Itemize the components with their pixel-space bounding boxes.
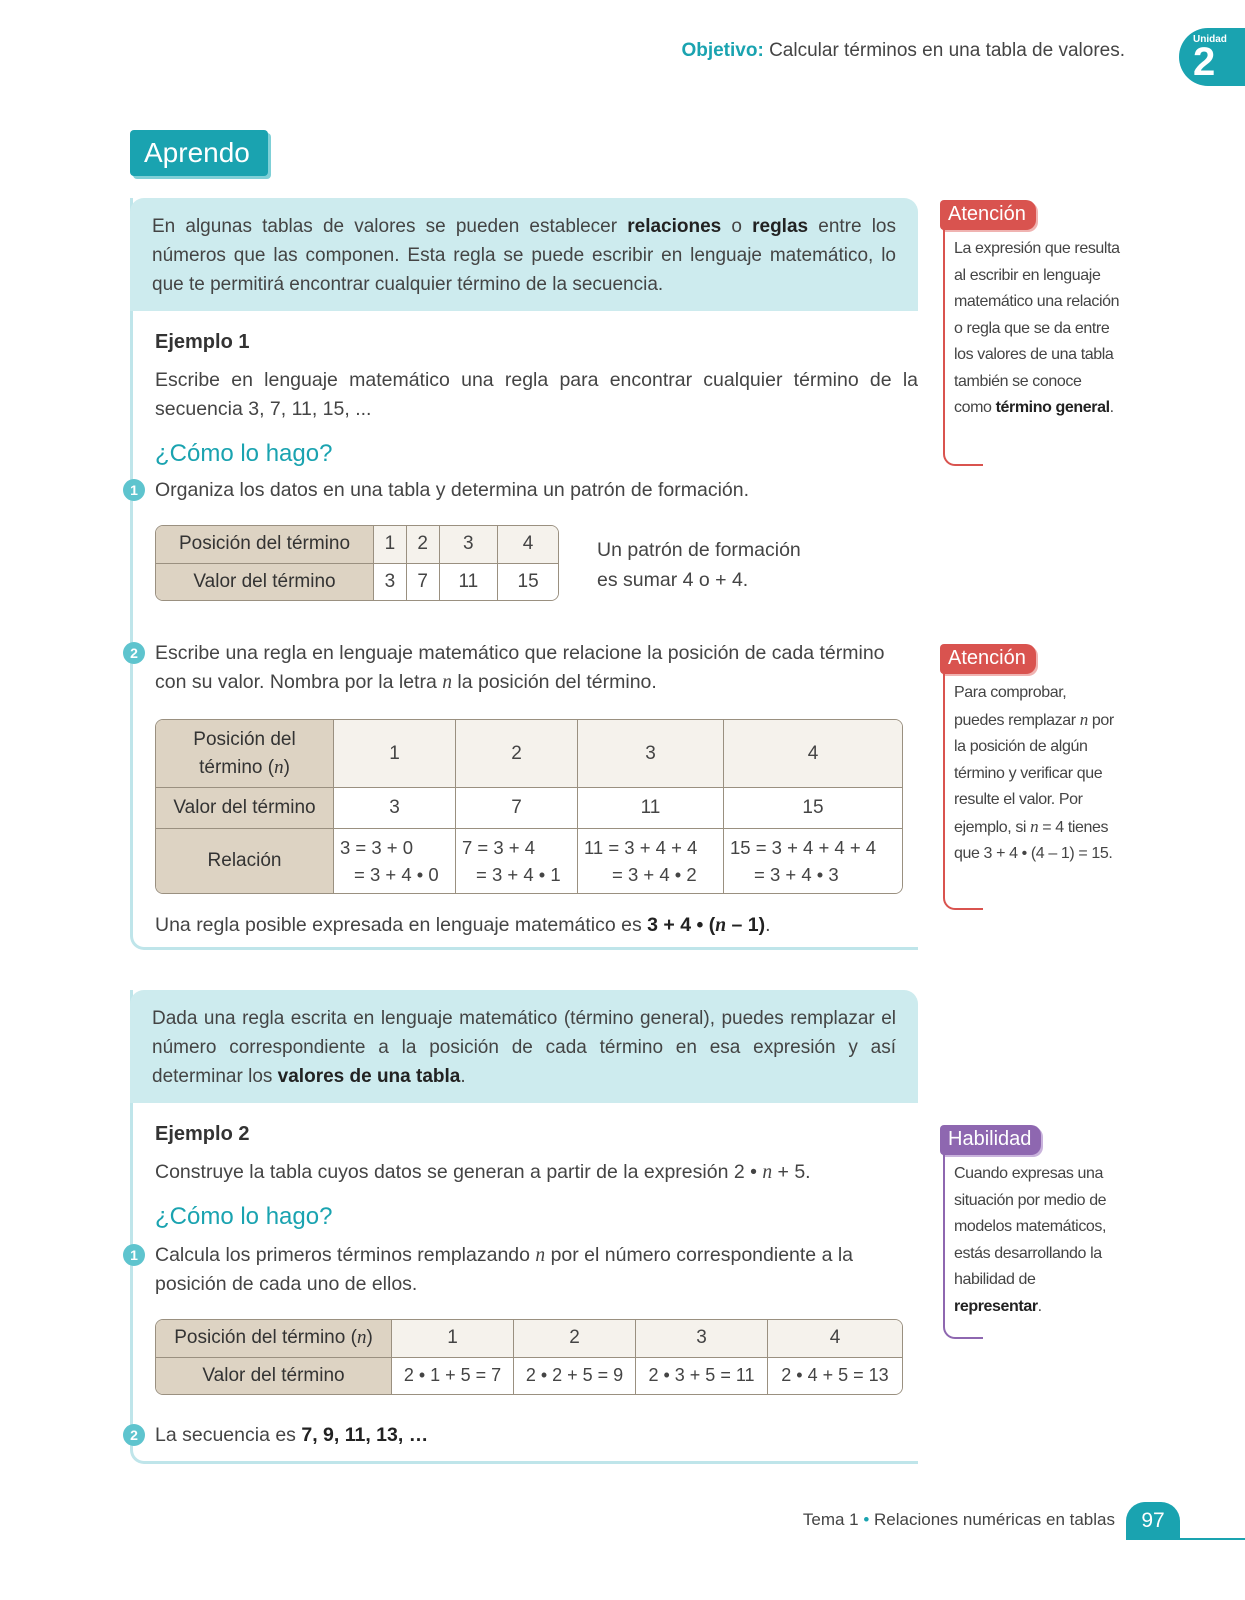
table-cell: 1 <box>392 1320 514 1358</box>
unit-number: 2 <box>1193 40 1216 84</box>
step-text: La secuencia es <box>155 1424 302 1446</box>
variable-n: n <box>715 915 727 936</box>
step-text: Calcula los primeros términos remplazando <box>155 1244 536 1266</box>
example-text: Escribe en lenguaje matemático una regla para encontrar cualquier término de la secuencia 3, 7, 11, 15, ... <box>155 369 918 420</box>
note-body-text-c: = 4 tienes que 3 + 4 • (4 – 1) = 15. <box>954 818 1113 862</box>
table-cell: 1 <box>374 526 407 564</box>
example2-panel <box>130 990 918 1464</box>
rule-formula <box>647 914 765 936</box>
footer-rule <box>1126 1538 1245 1540</box>
table-cell: 15 <box>724 788 902 829</box>
table-row-header: Posición del término <box>156 526 374 564</box>
table-cell: 3 <box>636 1320 768 1358</box>
example-text-a: Construye la tabla cuyos datos se generan a partir de la expresión 2 • <box>155 1161 763 1183</box>
example-text <box>155 1158 918 1187</box>
example1-panel <box>130 198 918 950</box>
header-text: término ( <box>199 756 275 778</box>
pattern-line-2: es sumar 4 o + 4. <box>597 569 749 591</box>
step-1 <box>130 476 918 505</box>
table-cell: 2 • 4 + 5 = 13 <box>768 1358 902 1394</box>
table-cell: 2 <box>407 526 440 564</box>
note-border <box>943 668 983 910</box>
table-cell: 3 <box>578 720 724 788</box>
header-line-2 <box>156 754 333 782</box>
note-border <box>943 224 983 466</box>
variable-n: n <box>762 1162 773 1183</box>
unit-badge <box>1179 28 1245 86</box>
note-tag: Habilidad <box>940 1125 1041 1155</box>
objective-label: Objetivo: <box>681 40 764 61</box>
intro-text-o: o <box>721 216 753 237</box>
relation-line-1: 7 = 3 + 4 <box>462 837 536 858</box>
relation-cell <box>578 829 724 893</box>
pattern-note <box>597 535 801 595</box>
table-cell: 7 <box>456 788 578 829</box>
note-border <box>943 1149 983 1339</box>
step-text-end: por el número correspondiente a la posición de cada uno de ellos. <box>155 1244 854 1295</box>
table-cell: 2 • 3 + 5 = 11 <box>636 1358 768 1394</box>
step-2 <box>130 1421 918 1450</box>
step-text-end: la posición del término. <box>451 671 657 693</box>
variable-n: n <box>274 756 284 778</box>
note-tag: Atención <box>940 200 1036 230</box>
variable-n: n <box>1079 709 1088 729</box>
example-title: Ejemplo 2 <box>155 1123 250 1145</box>
note-end: . <box>1037 1297 1042 1315</box>
unit-label: Unidad <box>1193 34 1227 45</box>
relation-line-1: 15 = 3 + 4 + 4 + 4 <box>730 837 877 858</box>
relation-line-2: = 3 + 4 • 0 <box>354 864 439 885</box>
table-cell: 4 <box>768 1320 902 1358</box>
objective <box>681 40 1125 62</box>
formula-part-end: – 1) <box>726 914 766 936</box>
header-text-end: ) <box>366 1327 373 1349</box>
header-text-end: ) <box>283 756 290 778</box>
relation-table <box>155 719 903 894</box>
intro-text-end: . <box>460 1066 466 1087</box>
step-number: 2 <box>123 642 145 664</box>
note-end: . <box>1109 399 1114 416</box>
attention-note-1 <box>940 200 1130 422</box>
variable-n: n <box>356 1327 367 1349</box>
relation-line-2: = 3 + 4 • 2 <box>612 864 697 885</box>
how-heading: ¿Cómo lo hago? <box>155 440 333 467</box>
footer-tema: Tema 1 <box>802 1510 859 1529</box>
intro-box <box>130 198 918 311</box>
step-number: 2 <box>123 1424 145 1446</box>
table-cell: 7 <box>407 564 440 600</box>
table-cell: 2 <box>514 1320 636 1358</box>
intro-bold: valores de una tabla <box>277 1066 461 1087</box>
table-cell: 11 <box>440 564 499 600</box>
intro-bold-reglas: reglas <box>752 216 809 237</box>
rule-text: Una regla posible expresada en lenguaje matemático es <box>155 914 648 936</box>
footer-title: Relaciones numéricas en tablas <box>874 1510 1115 1529</box>
table-cell: 3 <box>334 788 456 829</box>
values-table <box>155 1319 903 1395</box>
header-text: Posición del término ( <box>174 1327 357 1349</box>
step-text: Escribe una regla en lenguaje matemático que relacione la posición de cada término con su valor. Nombra por la letra <box>155 642 885 693</box>
how-heading: ¿Cómo lo hago? <box>155 1203 333 1230</box>
table-row-header: Valor del término <box>156 788 334 829</box>
variable-n: n <box>535 1245 546 1266</box>
table-cell: 3 <box>374 564 407 600</box>
sequence-table <box>155 525 559 601</box>
relation-cell <box>334 829 456 893</box>
relation-line-1: 11 = 3 + 4 + 4 <box>584 837 698 858</box>
table-cell: 15 <box>498 564 558 600</box>
note-bold: representar <box>954 1297 1038 1315</box>
intro-bold-relaciones: relaciones <box>627 216 722 237</box>
step-text: Organiza los datos en una tabla y determina un patrón de formación. <box>155 479 750 501</box>
page-number: 97 <box>1126 1502 1180 1540</box>
relation-cell <box>456 829 578 893</box>
table-cell: 2 • 2 + 5 = 9 <box>514 1358 636 1394</box>
intro-text-end: entre los números que las componen. Esta regla se puede escribir en lenguaje matemático, lo que te permitirá encontrar cualquier término de la secuencia. <box>152 216 896 295</box>
note-tag: Atención <box>940 644 1036 674</box>
objective-text: Calcular términos en una tabla de valores. <box>769 40 1125 61</box>
note-body-text: Cuando expresas una situación por medio de modelos matemáticos, estás desarrollando la habilidad de <box>954 1165 1107 1288</box>
variable-n: n <box>1030 816 1039 836</box>
table-cell: 1 <box>334 720 456 788</box>
table-row-header: Valor del término <box>156 1358 392 1394</box>
skill-note <box>940 1125 1130 1320</box>
table-cell: 2 <box>456 720 578 788</box>
table-cell: 4 <box>498 526 558 564</box>
table-row-header: Relación <box>156 829 334 893</box>
variable-n: n <box>442 672 452 693</box>
table-row-header <box>156 1320 392 1358</box>
relation-line-2: = 3 + 4 • 1 <box>476 864 561 885</box>
note-body-text: Para comprobar, puedes remplazar <box>954 684 1080 729</box>
relation-cell <box>724 829 902 893</box>
example-text-b: + 5. <box>772 1161 811 1183</box>
step-number: 1 <box>123 479 145 501</box>
pattern-line-1: Un patrón de formación <box>597 539 801 561</box>
table-row-header <box>156 720 334 788</box>
note-bold: término general <box>995 399 1110 416</box>
table-cell: 11 <box>578 788 724 829</box>
step-number: 1 <box>123 1244 145 1266</box>
rule-end: . <box>765 914 771 936</box>
relation-line-2: = 3 + 4 • 3 <box>754 864 839 885</box>
attention-note-2 <box>940 644 1130 868</box>
step-1 <box>130 1241 918 1299</box>
note-body-text: La expresión que resulta al escribir en lenguaje matemático una relación o regla que se da entre los valores de una tabla también se conoce como <box>954 240 1120 416</box>
table-cell: 2 • 1 + 5 = 7 <box>392 1358 514 1394</box>
step-2 <box>130 639 918 697</box>
table-row-header: Valor del término <box>156 564 374 600</box>
table-cell: 3 <box>440 526 499 564</box>
page-footer <box>803 1510 1115 1530</box>
section-title: Aprendo <box>130 130 268 176</box>
rule-statement <box>155 914 918 937</box>
table-cell: 4 <box>724 720 902 788</box>
intro-text: En algunas tablas de valores se pueden establecer <box>152 216 628 237</box>
footer-dot: • <box>863 1510 870 1529</box>
relation-line-1: 3 = 3 + 0 <box>340 837 414 858</box>
sequence-result: 7, 9, 11, 13, … <box>301 1424 429 1446</box>
intro-box <box>130 990 918 1103</box>
intro-text: Dada una regla escrita en lenguaje matemático (término general), puedes remplazar el número correspondiente a la posición de cada término en esa expresión y así determinar los <box>152 1008 896 1087</box>
note-body-text-b: por la posición de algún término y verificar que resulte el valor. Por ejemplo, si <box>954 711 1114 836</box>
header-line-1: Posición del <box>193 728 296 750</box>
example-title: Ejemplo 1 <box>155 331 250 353</box>
formula-part: 3 + 4 • ( <box>647 914 716 936</box>
